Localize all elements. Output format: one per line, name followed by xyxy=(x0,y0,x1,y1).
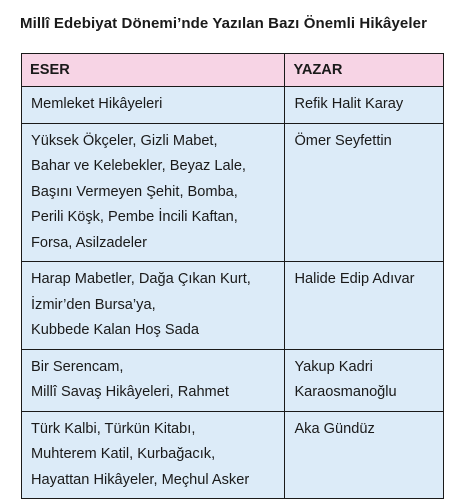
table-row xyxy=(22,87,444,124)
author-line: Halide Edip Adıvar xyxy=(294,271,415,287)
works-cell xyxy=(22,349,285,411)
work-line: Harap Mabetler, Dağa Çıkan Kurt, xyxy=(31,271,251,287)
table-row xyxy=(22,411,444,499)
author-cell xyxy=(285,349,444,411)
work-line: Forsa, Asilzadeler xyxy=(31,234,147,251)
table-header-row xyxy=(22,54,444,87)
author-line: Karaosmanoğlu xyxy=(294,384,397,400)
author-cell xyxy=(285,87,444,124)
header-work: ESER xyxy=(22,54,285,87)
header-author: YAZAR xyxy=(285,54,444,87)
table-row xyxy=(22,349,444,411)
work-line: Başını Vermeyen Şehit, Bomba, xyxy=(31,183,238,200)
works-cell xyxy=(22,87,285,124)
work-line: Millî Savaş Hikâyeleri, Rahmet xyxy=(31,384,229,400)
work-line: Kubbede Kalan Hoş Sada xyxy=(31,322,199,338)
author-cell xyxy=(285,411,444,499)
table-row xyxy=(22,262,444,350)
work-line: Perili Köşk, Pembe İncili Kaftan, xyxy=(31,209,238,225)
author-line: Refik Halit Karay xyxy=(294,96,404,112)
work-line: Bahar ve Kelebekler, Beyaz Lale, xyxy=(31,158,246,174)
work-line: İzmir’den Bursa’ya, xyxy=(31,296,156,313)
works-cell xyxy=(22,262,285,350)
page-title: Millî Edebiyat Dönemi’nde Yazılan Bazı Önemli Hikâyeler xyxy=(20,15,428,32)
work-line: Muhterem Katil, Kurbağacık, xyxy=(31,446,216,462)
work-line: Türk Kalbi, Türkün Kitabı, xyxy=(31,420,196,437)
author-cell xyxy=(285,262,444,350)
author-line: Aka Gündüz xyxy=(294,420,375,437)
author-cell xyxy=(285,123,444,262)
author-line: Yakup Kadri xyxy=(294,358,373,375)
works-cell xyxy=(22,411,285,499)
author-line: Ömer Seyfettin xyxy=(294,132,392,149)
work-line: Memleket Hikâyeleri xyxy=(31,96,163,112)
works-cell xyxy=(22,123,285,262)
works-table xyxy=(21,53,444,499)
work-line: Bir Serencam, xyxy=(31,358,124,375)
work-line: Hayattan Hikâyeler, Meçhul Asker xyxy=(31,471,250,488)
work-line: Yüksek Ökçeler, Gizli Mabet, xyxy=(31,132,218,149)
table-row xyxy=(22,123,444,262)
